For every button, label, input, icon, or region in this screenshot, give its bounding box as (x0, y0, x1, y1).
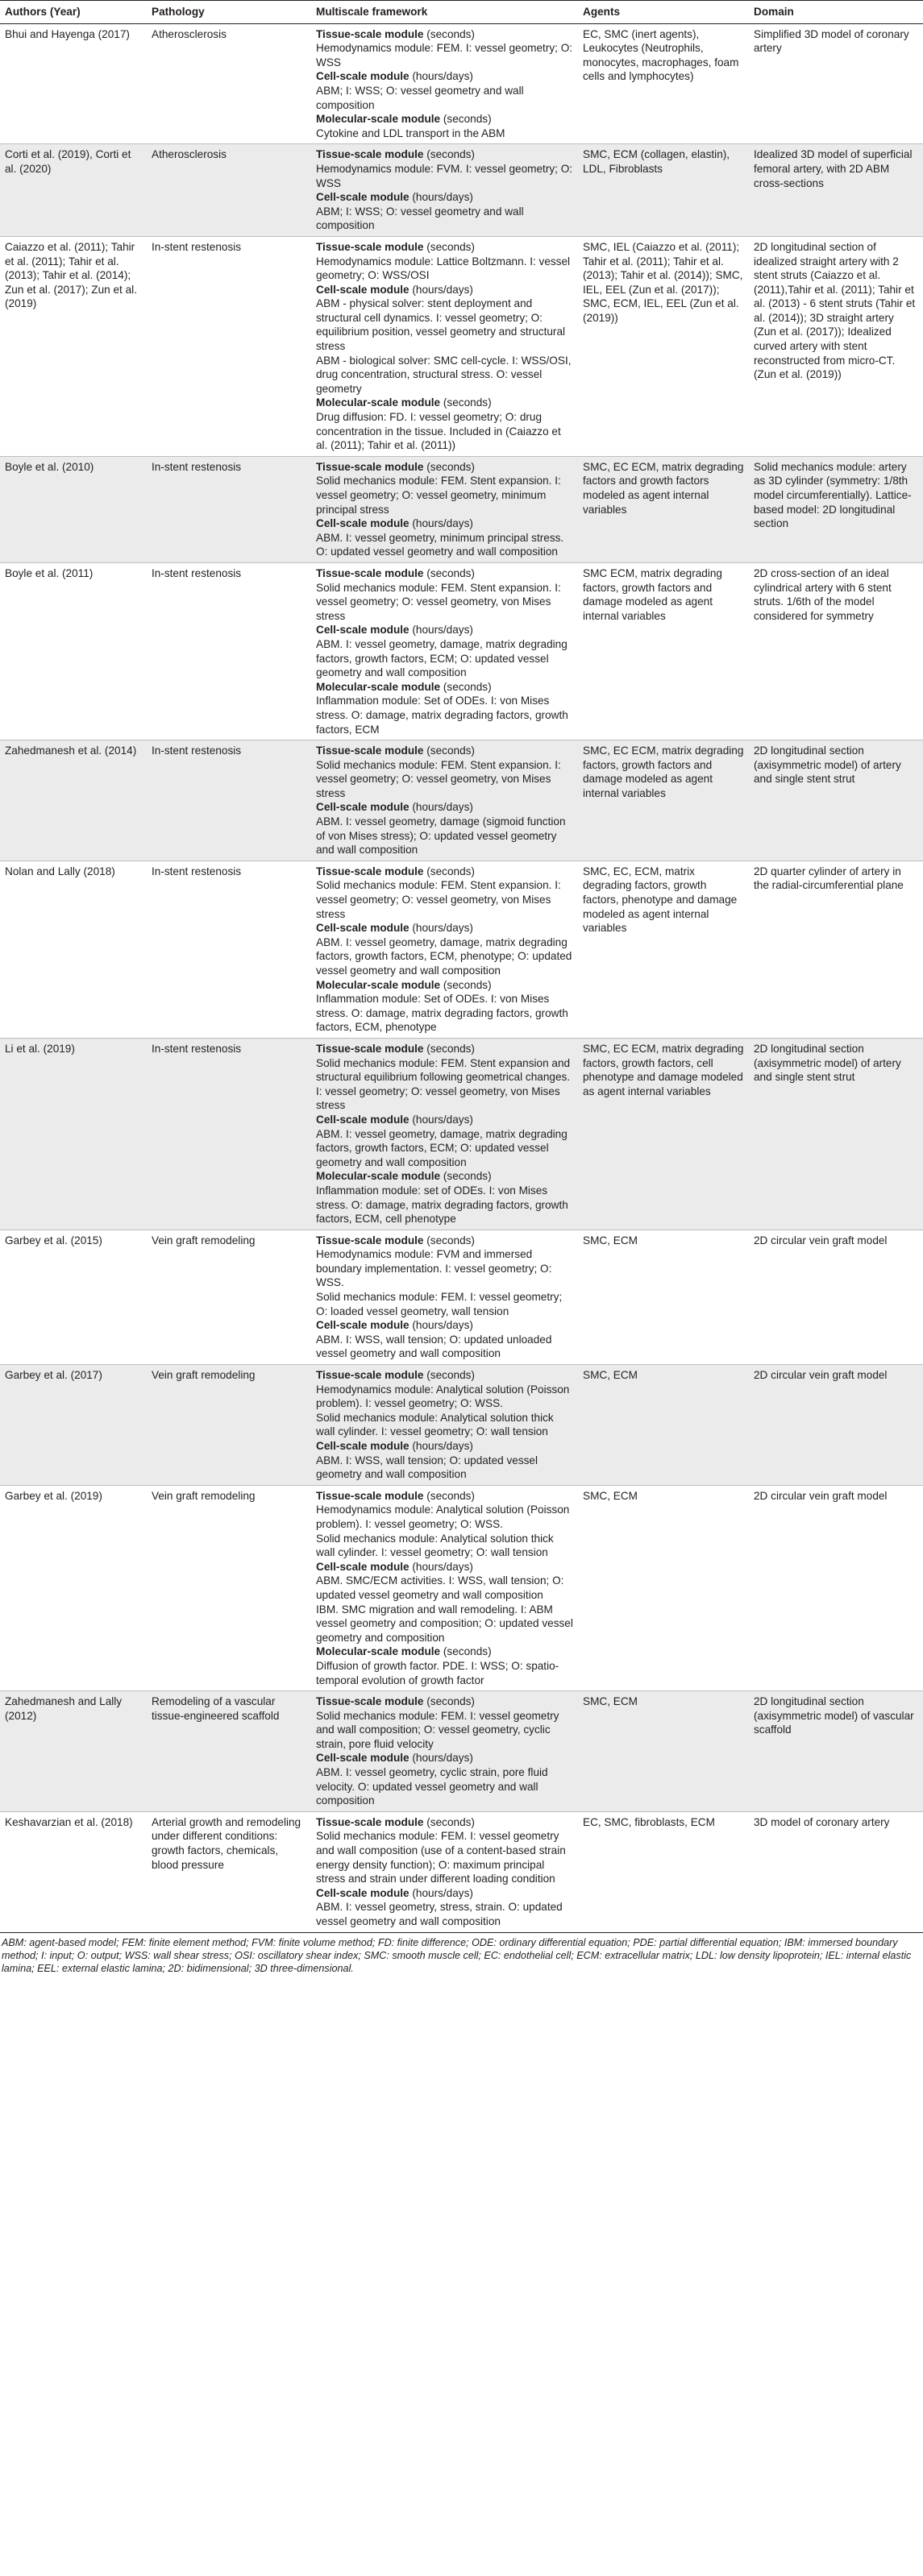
table-row (0, 1038, 923, 1230)
module-detail: ABM. I: vessel geometry, damage, matrix degrading factors, growth factors, ECM, phenotype; O: updated vessel geometry and wall composition (316, 935, 572, 977)
module-detail: ABM. I: vessel geometry, cyclic strain, pore fluid velocity. O: updated vessel geometry and wall composition (316, 1766, 548, 1807)
cell-pathology: In-stent restenosis (147, 1038, 311, 1230)
cell-pathology: Arterial growth and remodeling under different conditions: growth factors, chemicals, blood pressure (147, 1811, 311, 1932)
module-time: (seconds) (426, 1695, 475, 1708)
module-time: (seconds) (426, 1369, 475, 1382)
table-row (0, 1691, 923, 1812)
module-time: (seconds) (443, 396, 492, 409)
module-detail: ABM - biological solver: SMC cell-cycle. I: WSS/OSI, drug concentration, structural stress. O: vessel geometry (316, 354, 572, 395)
cell-authors: Zahedmanesh et al. (2014) (0, 740, 147, 861)
module-detail: Solid mechanics module: FEM. I: vessel geometry and wall composition (use of a content-based strain energy density function); O: maximum principal stress and strain under different loading condition (316, 1830, 566, 1885)
module-detail: Solid mechanics module: FEM. Stent expansion. I: vessel geometry; O: vessel geometry, von Mises stress (316, 758, 561, 799)
cell-framework (311, 23, 578, 144)
module-detail: Hemodynamics module: Analytical solution (Poisson problem). I: vessel geometry; O: WSS. (316, 1383, 570, 1410)
module-heading (316, 566, 573, 581)
module-detail: Solid mechanics module: FEM. Stent expansion. I: vessel geometry; O: vessel geometry, von Mises stress (316, 879, 561, 920)
cell-pathology: Vein graft remodeling (147, 1485, 311, 1690)
cell-agents: SMC, ECM (578, 1230, 749, 1364)
module-time: (hours/days) (412, 517, 473, 530)
table-header-row (0, 1, 923, 24)
table-row (0, 1811, 923, 1932)
module-title: Cell-scale module (316, 1440, 410, 1452)
module-time: (seconds) (426, 865, 475, 877)
module-time: (hours/days) (412, 1752, 473, 1765)
header-pathology: Pathology (147, 1, 311, 24)
module-title: Cell-scale module (316, 624, 410, 637)
cell-pathology: In-stent restenosis (147, 236, 311, 456)
cell-pathology: Vein graft remodeling (147, 1230, 311, 1364)
table-row (0, 861, 923, 1038)
module-title: Molecular-scale module (316, 396, 441, 409)
module-detail: Hemodynamics module: FEM. I: vessel geometry; O: WSS (316, 42, 573, 68)
table-row (0, 740, 923, 861)
cell-framework (311, 456, 578, 562)
cell-framework (311, 236, 578, 456)
cell-domain: Simplified 3D model of coronary artery (749, 23, 923, 144)
module-title: Tissue-scale module (316, 1695, 424, 1708)
module-heading (316, 1113, 573, 1127)
module-detail: Solid mechanics module: FEM. Stent expansion. I: vessel geometry; O: vessel geometry, minimum principal stress (316, 475, 561, 516)
cell-agents: SMC ECM, matrix degrading factors, growth factors and damage modeled as agent internal variables (578, 562, 749, 740)
cell-agents: SMC, ECM (collagen, elastin), LDL, Fibroblasts (578, 144, 749, 237)
module-heading (316, 396, 573, 410)
module-heading (316, 1695, 573, 1709)
module-time: (hours/days) (412, 1319, 473, 1332)
table-body (0, 23, 923, 1932)
module-title: Molecular-scale module (316, 113, 441, 126)
module-heading (316, 1751, 573, 1765)
module-time: (seconds) (443, 1645, 492, 1658)
cell-domain: 2D quarter cylinder of artery in the radial-circumferential plane (749, 861, 923, 1038)
cell-agents: SMC, EC ECM, matrix degrading factors, growth factors and damage modeled as agent internal variables (578, 740, 749, 861)
table-row (0, 236, 923, 456)
module-heading (316, 516, 573, 531)
module-title: Tissue-scale module (316, 27, 424, 40)
cell-domain: 2D circular vein graft model (749, 1365, 923, 1486)
cell-framework (311, 1811, 578, 1932)
cell-domain: Idealized 3D model of superficial femoral artery, with 2D ABM cross-sections (749, 144, 923, 237)
module-title: Tissue-scale module (316, 1369, 424, 1382)
cell-pathology: In-stent restenosis (147, 740, 311, 861)
module-detail: Solid mechanics module: FEM. I: vessel geometry and wall composition; O: vessel geometry, cyclic strain, pore fluid velocity (316, 1709, 559, 1750)
cell-framework (311, 1230, 578, 1364)
cell-domain: 2D longitudinal section (axisymmetric model) of vascular scaffold (749, 1691, 923, 1812)
module-heading (316, 744, 573, 758)
cell-authors: Li et al. (2019) (0, 1038, 147, 1230)
cell-framework (311, 562, 578, 740)
module-detail: Solid mechanics module: FEM. Stent expansion and structural equilibrium following geometrical changes. I: vessel geometry; O: vessel geometry, von Mises stress (316, 1056, 571, 1112)
cell-agents: SMC, EC, ECM, matrix degrading factors, growth factors, phenotype and damage modeled as agent internal variables (578, 861, 749, 1038)
header-agents: Agents (578, 1, 749, 24)
table-row (0, 23, 923, 144)
cell-authors: Garbey et al. (2019) (0, 1485, 147, 1690)
module-detail: Inflammation module: set of ODEs. I: von Mises stress. O: damage, matrix degrading factors, growth factors, ECM, cell phenotype (316, 1184, 568, 1226)
module-time: (seconds) (426, 745, 475, 757)
module-time: (seconds) (426, 1489, 475, 1502)
module-detail: ABM - physical solver: stent deployment and structural cell dynamics. I: vessel geometry; O: equilibrium position, vessel geometry and structural stress (316, 297, 566, 353)
module-detail: Hemodynamics module: Analytical solution (Poisson problem). I: vessel geometry; O: WSS. (316, 1504, 570, 1530)
cell-pathology: Vein graft remodeling (147, 1365, 311, 1486)
module-heading (316, 865, 573, 879)
module-heading (316, 1318, 573, 1333)
cell-authors: Garbey et al. (2017) (0, 1365, 147, 1486)
module-detail: ABM. I: vessel geometry, minimum principal stress. O: updated vessel geometry and wall composition (316, 531, 564, 558)
module-time: (hours/days) (412, 801, 473, 814)
module-detail: Solid mechanics module: FEM. Stent expansion. I: vessel geometry; O: vessel geometry, von Mises stress (316, 581, 561, 622)
table-row (0, 456, 923, 562)
module-time: (hours/days) (412, 191, 473, 204)
cell-agents: SMC, EC ECM, matrix degrading factors, growth factors, cell phenotype and damage modeled as agent internal variables (578, 1038, 749, 1230)
module-title: Tissue-scale module (316, 148, 424, 161)
module-title: Tissue-scale module (316, 1234, 424, 1247)
module-time: (seconds) (443, 978, 492, 991)
module-time: (hours/days) (412, 1886, 473, 1899)
table-row (0, 1485, 923, 1690)
module-heading (316, 1815, 573, 1830)
cell-authors: Boyle et al. (2010) (0, 456, 147, 562)
cell-domain: Solid mechanics module: artery as 3D cylinder (symmetry: 1/8th model circumferentially). Lattice-based model: 2D longitudinal section (749, 456, 923, 562)
cell-authors: Zahedmanesh and Lally (2012) (0, 1691, 147, 1812)
module-heading (316, 921, 573, 935)
module-heading (316, 1169, 573, 1184)
cell-domain: 2D longitudinal section of idealized straight artery with 2 stent struts (Caiazzo et al. (2011),Tahir et al. (2011); Tahir et al. (2013) - 6 stent struts (Tahir et al. (2014)); 3D straight artery (Zun et al. (2017)); Idealized curved artery with stent reconstructed from micro-CT. (Zun et al. (2019)) (749, 236, 923, 456)
module-time: (hours/days) (412, 70, 473, 83)
module-time: (seconds) (426, 148, 475, 161)
cell-agents: SMC, ECM (578, 1485, 749, 1690)
module-title: Cell-scale module (316, 517, 410, 530)
module-title: Cell-scale module (316, 801, 410, 814)
cell-domain: 2D circular vein graft model (749, 1485, 923, 1690)
module-title: Cell-scale module (316, 922, 410, 935)
cell-authors: Bhui and Hayenga (2017) (0, 23, 147, 144)
module-title: Molecular-scale module (316, 680, 441, 693)
module-heading (316, 283, 573, 297)
module-heading (316, 1042, 573, 1056)
module-title: Tissue-scale module (316, 1815, 424, 1828)
cell-domain: 2D circular vein graft model (749, 1230, 923, 1364)
module-detail: ABM. SMC/ECM activities. I: WSS, wall tension; O: updated vessel geometry and wall composition (316, 1574, 564, 1601)
module-heading (316, 240, 573, 255)
cell-domain: 2D longitudinal section (axisymmetric model) of artery and single stent strut (749, 740, 923, 861)
cell-domain: 2D longitudinal section (axisymmetric model) of artery and single stent strut (749, 1038, 923, 1230)
module-heading (316, 1560, 573, 1574)
cell-framework (311, 1691, 578, 1812)
module-detail: ABM. I: vessel geometry, stress, strain. O: updated vessel geometry and wall composition (316, 1901, 563, 1927)
module-title: Molecular-scale module (316, 1645, 441, 1658)
module-heading (316, 800, 573, 815)
module-heading (316, 27, 573, 42)
module-detail: Drug diffusion: FD. I: vessel geometry; O: drug concentration in the tissue. Included in (Caiazzo et al. (2011); Tahir et al. (2011)) (316, 411, 561, 452)
module-time: (seconds) (426, 240, 475, 253)
module-detail: Solid mechanics module: Analytical solution thick wall cylinder. I: vessel geometry; O: wall tension (316, 1411, 554, 1438)
cell-agents: SMC, EC ECM, matrix degrading factors and growth factors modeled as agent internal variables (578, 456, 749, 562)
module-heading (316, 1886, 573, 1901)
cell-framework (311, 144, 578, 237)
cell-framework (311, 1485, 578, 1690)
cell-authors: Corti et al. (2019), Corti et al. (2020) (0, 144, 147, 237)
module-title: Molecular-scale module (316, 1170, 441, 1183)
module-heading (316, 147, 573, 162)
module-heading (316, 460, 573, 475)
cell-authors: Boyle et al. (2011) (0, 562, 147, 740)
module-detail: Solid mechanics module: FEM. I: vessel geometry; O: loaded vessel geometry, wall tension (316, 1291, 563, 1317)
module-title: Tissue-scale module (316, 566, 424, 579)
cell-agents: SMC, ECM (578, 1691, 749, 1812)
module-title: Cell-scale module (316, 1752, 410, 1765)
table-row (0, 1230, 923, 1364)
module-heading (316, 190, 573, 205)
header-domain: Domain (749, 1, 923, 24)
module-title: Cell-scale module (316, 1319, 410, 1332)
module-heading (316, 1368, 573, 1383)
module-heading (316, 1234, 573, 1248)
module-detail: Hemodynamics module: FVM and immersed boundary implementation. I: vessel geometry; O: WSS. (316, 1248, 552, 1289)
header-authors: Authors (Year) (0, 1, 147, 24)
module-detail: ABM. I: vessel geometry, damage (sigmoid function of von Mises stress); O: updated vessel geometry and wall composition (316, 815, 566, 857)
module-time: (hours/days) (412, 1560, 473, 1573)
module-heading (316, 680, 573, 695)
module-time: (seconds) (426, 1042, 475, 1055)
module-time: (seconds) (443, 1170, 492, 1183)
module-detail: ABM. I: vessel geometry, damage, matrix degrading factors, growth factors, ECM; O: updated vessel geometry and wall composition (316, 1127, 568, 1168)
module-title: Tissue-scale module (316, 865, 424, 877)
table-row (0, 144, 923, 237)
cell-pathology: Remodeling of a vascular tissue-engineered scaffold (147, 1691, 311, 1812)
module-heading (316, 1489, 573, 1504)
module-detail: Solid mechanics module: Analytical solution thick wall cylinder. I: vessel geometry; O: wall tension (316, 1532, 554, 1559)
module-title: Cell-scale module (316, 1560, 410, 1573)
module-detail: Hemodynamics module: Lattice Boltzmann. I: vessel geometry; O: WSS/OSI (316, 255, 571, 282)
module-detail: ABM. I: WSS, wall tension; O: updated unloaded vessel geometry and wall composition (316, 1333, 552, 1360)
module-detail: Cytokine and LDL transport in the ABM (316, 127, 505, 139)
cell-pathology: Atherosclerosis (147, 144, 311, 237)
module-title: Cell-scale module (316, 283, 410, 296)
table-row (0, 562, 923, 740)
cell-pathology: In-stent restenosis (147, 456, 311, 562)
cell-authors: Nolan and Lally (2018) (0, 861, 147, 1038)
module-title: Tissue-scale module (316, 240, 424, 253)
module-heading (316, 1645, 573, 1659)
cell-domain: 3D model of coronary artery (749, 1811, 923, 1932)
cell-framework (311, 1365, 578, 1486)
module-detail: ABM. I: vessel geometry, damage, matrix degrading factors, growth factors, ECM; O: updated vessel geometry and wall composition (316, 637, 568, 679)
module-detail: ABM. I: WSS, wall tension; O: updated vessel geometry and wall composition (316, 1454, 538, 1481)
cell-domain: 2D cross-section of an ideal cylindrical artery with 6 stent struts. 1/6th of the model considered for symmetry (749, 562, 923, 740)
module-detail: ABM; I: WSS; O: vessel geometry and wall composition (316, 84, 524, 111)
module-detail: ABM; I: WSS; O: vessel geometry and wall composition (316, 205, 524, 232)
cell-agents: SMC, ECM (578, 1365, 749, 1486)
module-time: (hours/days) (412, 922, 473, 935)
module-detail: Hemodynamics module: FVM. I: vessel geometry; O: WSS (316, 162, 573, 189)
cell-agents: EC, SMC, fibroblasts, ECM (578, 1811, 749, 1932)
cell-authors: Keshavarzian et al. (2018) (0, 1811, 147, 1932)
module-title: Tissue-scale module (316, 460, 424, 473)
module-time: (seconds) (426, 1234, 475, 1247)
table-row (0, 1365, 923, 1486)
module-heading (316, 978, 573, 993)
module-time: (seconds) (443, 680, 492, 693)
module-time: (seconds) (426, 27, 475, 40)
module-time: (seconds) (426, 566, 475, 579)
module-time: (seconds) (426, 1815, 475, 1828)
cell-authors: Caiazzo et al. (2011); Tahir et al. (2011); Tahir et al. (2013); Tahir et al. (2014); Zun et al. (2017); Zun et al. (2019) (0, 236, 147, 456)
module-time: (seconds) (426, 460, 475, 473)
cell-agents: EC, SMC (inert agents), Leukocytes (Neutrophils, monocytes, macrophages, foam cells and lymphocytes) (578, 23, 749, 144)
cell-framework (311, 1038, 578, 1230)
cell-pathology: Atherosclerosis (147, 23, 311, 144)
module-time: (hours/days) (412, 1440, 473, 1452)
module-title: Cell-scale module (316, 70, 410, 83)
cell-pathology: In-stent restenosis (147, 562, 311, 740)
module-title: Cell-scale module (316, 1886, 410, 1899)
table-footnote: ABM: agent-based model; FEM: finite element method; FVM: finite volume method; FD: finite difference; ODE: ordinary differential equation; PDE: partial differential equation; IBM: immersed boundary method; I: input; O: output; WSS: wall shear stress; OSI: oscillatory shear index; SMC: smooth muscle cell; EC: endothelial cell; ECM: extracellular matrix; LDL: low density lipoprotein; IEL: internal elastic lamina; EEL: external elastic lamina; 2D: bidimensional; 3D three-dimensional. (2, 1936, 912, 1974)
module-title: Cell-scale module (316, 1113, 410, 1126)
module-detail: Inflammation module: Set of ODEs. I: von Mises stress. O: damage, matrix degrading factors, growth factors, ECM (316, 695, 568, 736)
module-title: Tissue-scale module (316, 1489, 424, 1502)
module-detail: IBM. SMC migration and wall remodeling. I: ABM vessel geometry and composition; O: updated vessel geometry and composition (316, 1603, 573, 1644)
cell-framework (311, 740, 578, 861)
module-time: (hours/days) (412, 1113, 473, 1126)
cell-pathology: In-stent restenosis (147, 861, 311, 1038)
module-title: Cell-scale module (316, 191, 410, 204)
header-framework: Multiscale framework (311, 1, 578, 24)
module-heading (316, 112, 573, 127)
cell-authors: Garbey et al. (2015) (0, 1230, 147, 1364)
module-heading (316, 623, 573, 637)
module-title: Tissue-scale module (316, 1042, 424, 1055)
module-heading (316, 69, 573, 84)
module-title: Tissue-scale module (316, 745, 424, 757)
module-time: (seconds) (443, 113, 492, 126)
cell-framework (311, 861, 578, 1038)
module-detail: Diffusion of growth factor. PDE. I: WSS; O: spatio-temporal evolution of growth factor (316, 1659, 559, 1686)
module-time: (hours/days) (412, 283, 473, 296)
cell-agents: SMC, IEL (Caiazzo et al. (2011); Tahir et al. (2011); Tahir et al. (2013); Tahir et al. (2014)); SMC, IEL, EEL (Zun et al. (2017)); SMC, ECM, IEL, EEL (Zun et al. (2019)) (578, 236, 749, 456)
module-time: (hours/days) (412, 624, 473, 637)
module-heading (316, 1439, 573, 1454)
module-title: Molecular-scale module (316, 978, 441, 991)
module-detail: Inflammation module: Set of ODEs. I: von Mises stress. O: damage, matrix degrading factors, growth factors, ECM, phenotype (316, 993, 568, 1034)
